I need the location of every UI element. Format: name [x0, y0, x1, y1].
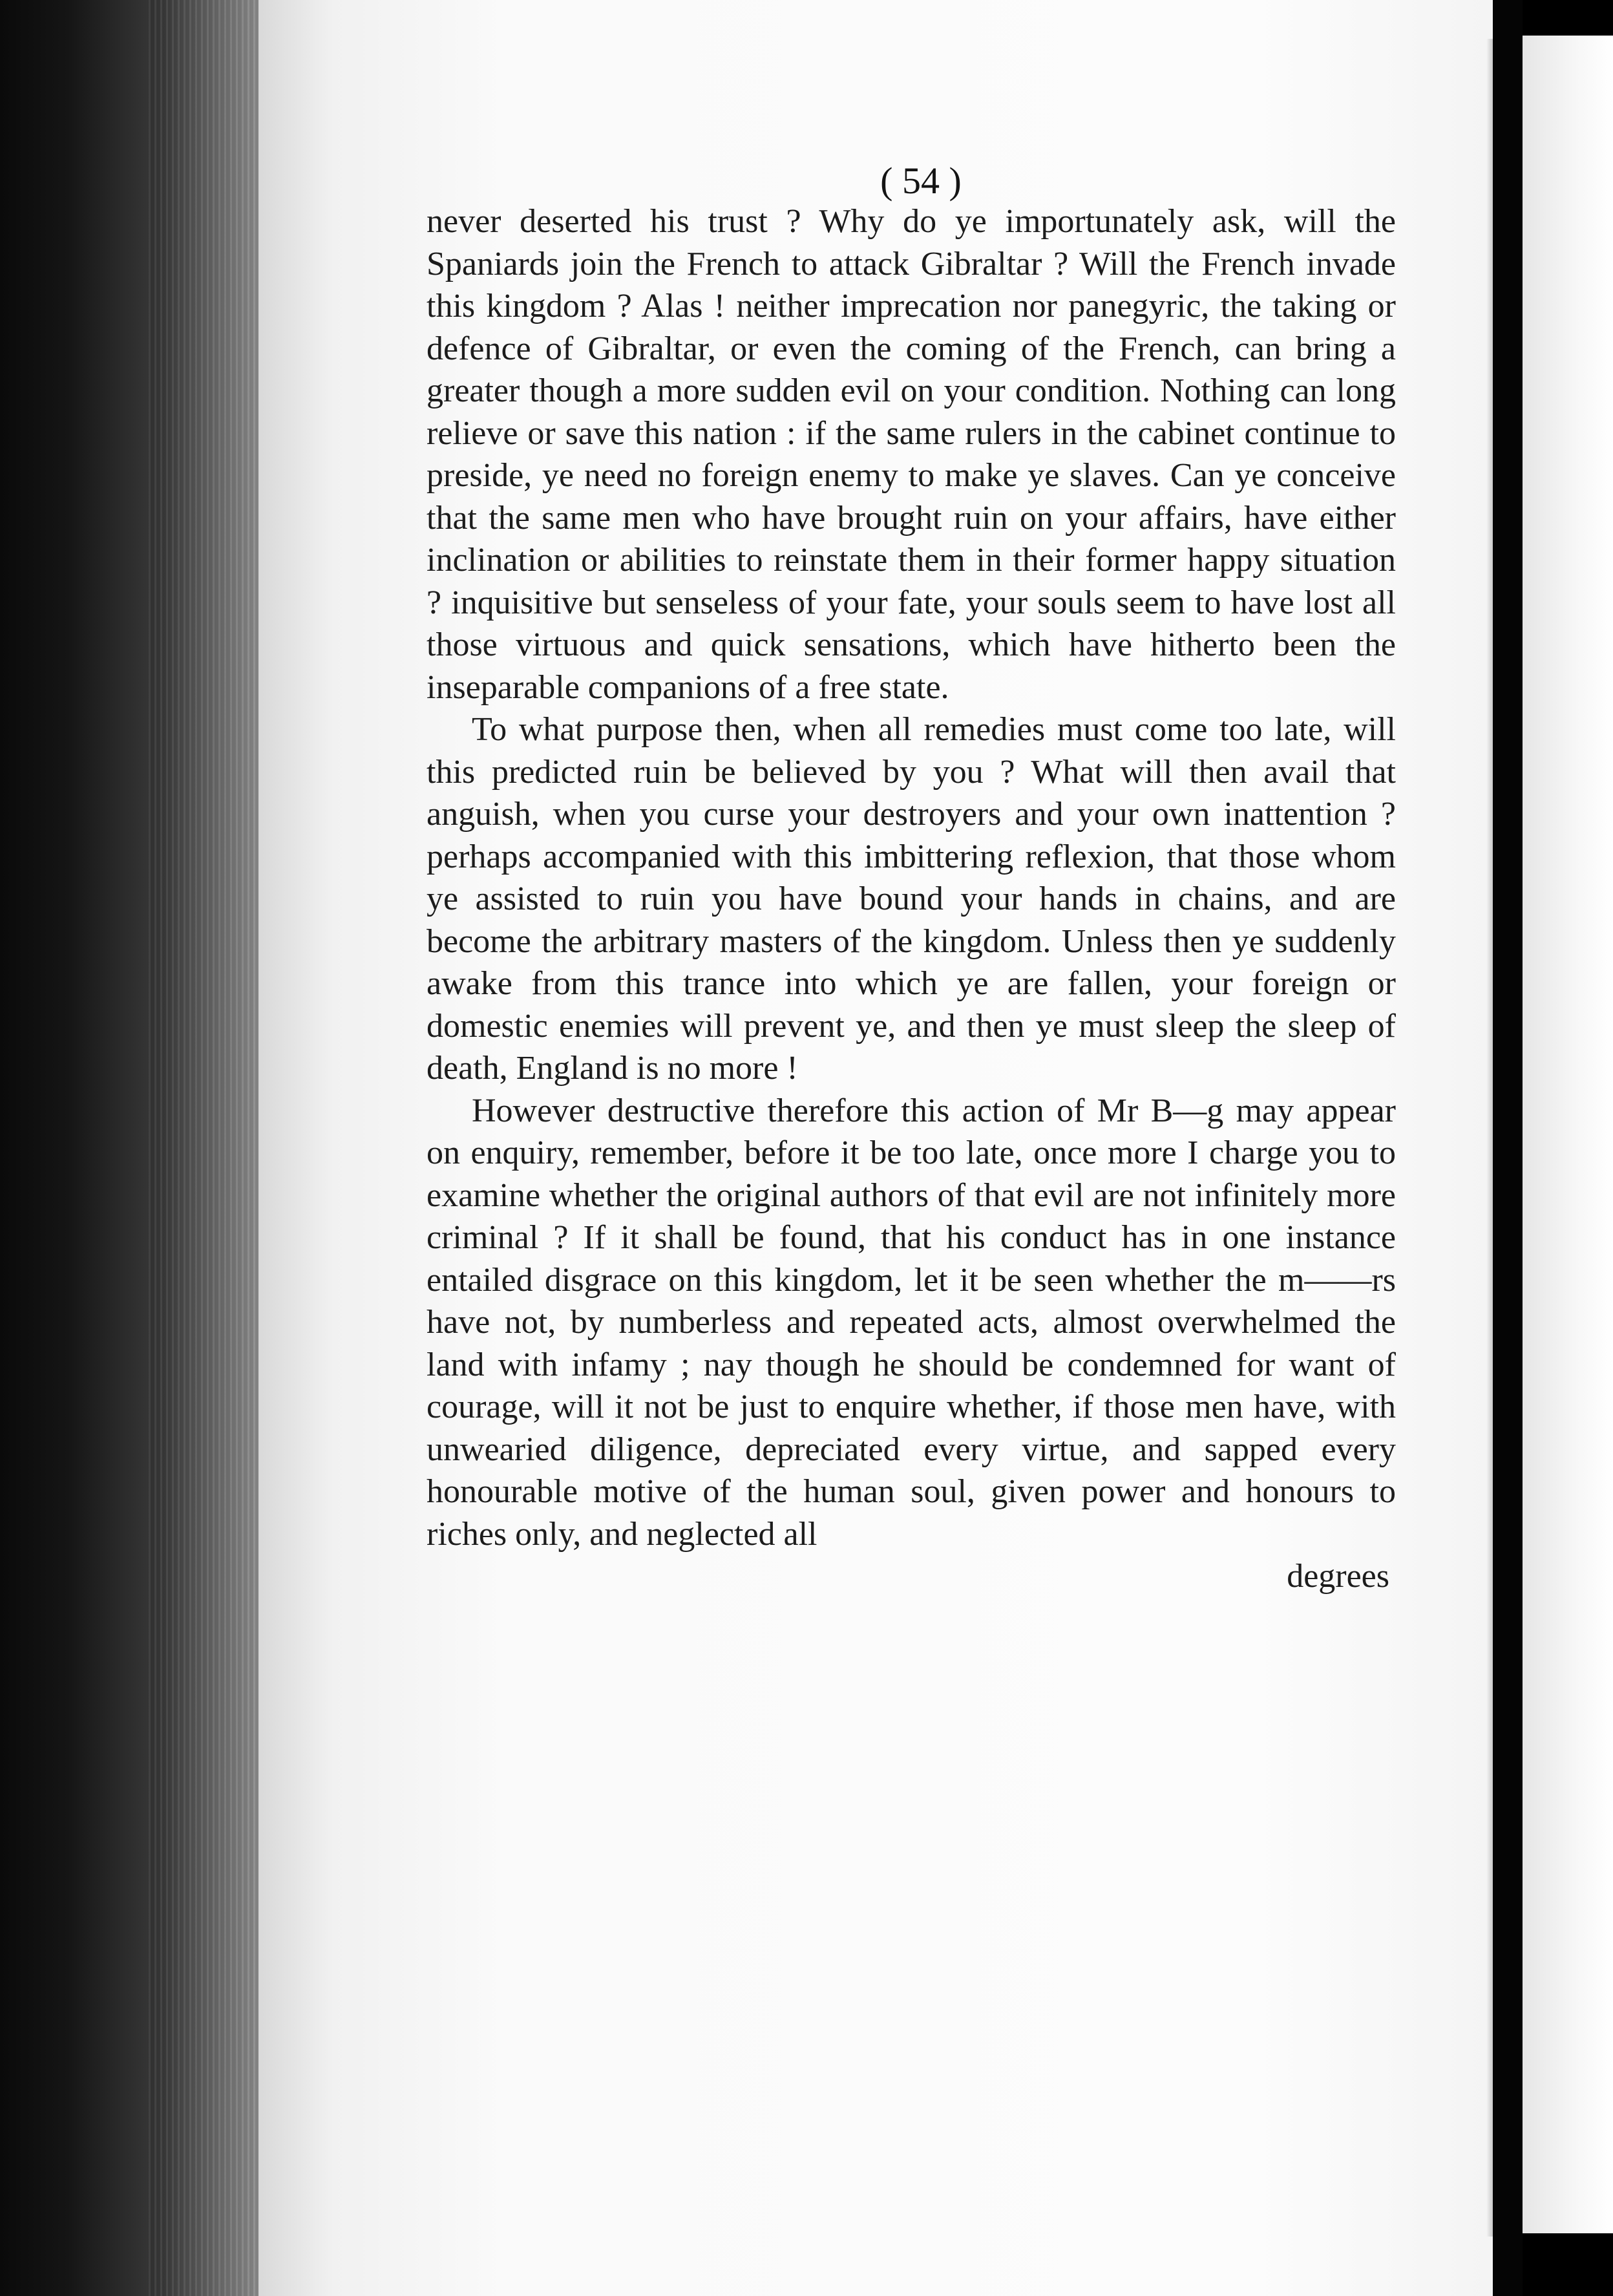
adjacent-page	[1523, 36, 1613, 2233]
paragraph-3: However destructive therefore this action of Mr B—g may appear on enquiry, remember, before it be too late, once more I charge you to examine whether the original authors of that evil are not infinitely more criminal ? If it shall be found, that his conduct has in one instance entailed disgrace on this kingdom, let it be seen whether the m——rs have not, by numberless and repeated acts, almost overwhelmed the land with infamy ; nay though he should be condemned for want of courage, will it not be just to enquire whether, if those men have, with unwearied diligence, depreciated every virtue, and sapped every honourable motive of the human soul, given power and honours to riches only, and neglected all	[427, 1092, 1396, 1553]
paragraph-1: never deserted his trust ? Why do ye importunately ask, will the Spaniards join the French to attack Gibraltar ? Will the French invade this kingdom ? Alas ! neither imprecation nor panegyric, the taking or defence of Gibraltar, or even the coming of the French, can bring a greater though a more sudden evil on your condition. Nothing can long relieve or save this nation : if the same rulers in the cabinet continue to preside, ye need no foreign enemy to make ye slaves. Can ye conceive that the same men who have brought ruin on your affairs, have either inclination or abilities to reinstate them in their former happy situation ? inquisitive but senseless of your fate, your souls seem to have lost all those virtuous and quick sensations, which have hitherto been the inseparable companions of a free state.	[427, 203, 1396, 706]
paragraph-2: To what purpose then, when all remedies must come too late, will this predicted ruin be believed by you ? What will then avail that anguish, when you curse your destroyers and your own inattention ? perhaps accompanied with this imbittering reflexion, that those whom ye assisted to ruin you have bound your hands in chains, and are become the arbitrary masters of the kingdom. Unless then ye suddenly awake from this trance into which ye are fallen, your foreign or domestic enemies will prevent ye, and then ye must sleep the sleep of death, England is no more !	[427, 711, 1396, 1087]
gutter	[1493, 0, 1523, 2296]
catchword: degrees	[1287, 1558, 1389, 1595]
page-edges	[149, 0, 265, 2296]
text-block	[427, 155, 1396, 1598]
page-number: ( 54 )	[880, 160, 962, 202]
